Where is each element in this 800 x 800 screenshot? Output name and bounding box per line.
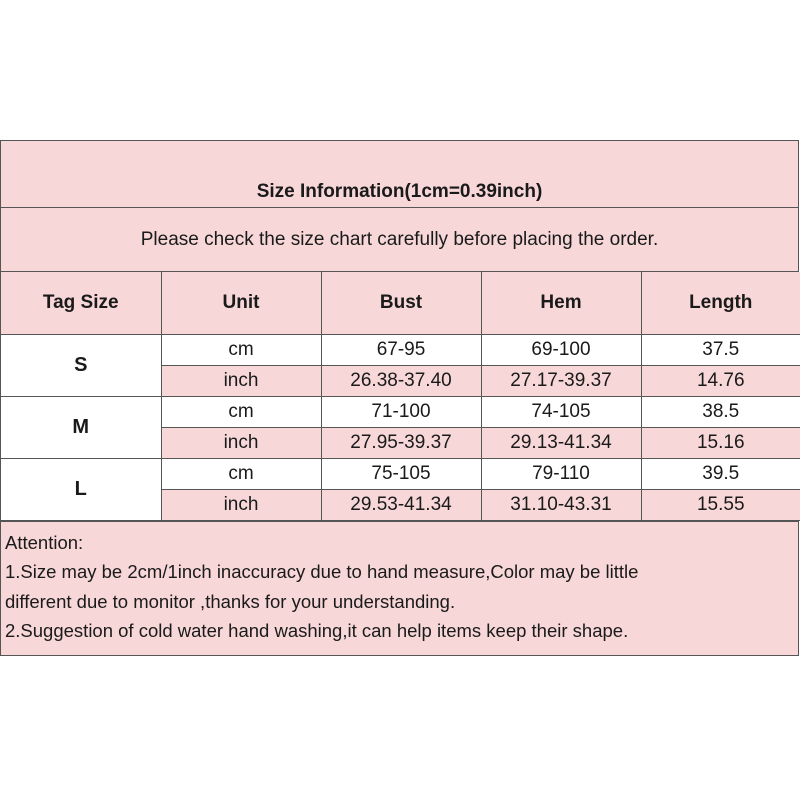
size-table	[1, 272, 800, 521]
table-row	[1, 459, 800, 490]
hem-cell: 31.10-43.31	[481, 490, 641, 521]
hem-cell: 79-110	[481, 459, 641, 490]
size-label: L	[1, 459, 161, 521]
unit-cell: inch	[161, 428, 321, 459]
unit-cell: cm	[161, 459, 321, 490]
attention-line: 2.Suggestion of cold water hand washing,it can help items keep their shape.	[5, 619, 629, 641]
unit-cell: inch	[161, 366, 321, 397]
hem-cell: 69-100	[481, 335, 641, 366]
bust-cell: 71-100	[321, 397, 481, 428]
length-cell: 39.5	[641, 459, 800, 490]
attention-line: 1.Size may be 2cm/1inch inaccuracy due to hand measure,Color may be little	[5, 561, 639, 583]
header-row	[1, 272, 800, 335]
hem-cell: 29.13-41.34	[481, 428, 641, 459]
header-unit: Unit	[161, 272, 321, 335]
bust-cell: 27.95-39.37	[321, 428, 481, 459]
table-row	[1, 397, 800, 428]
header-bust: Bust	[321, 272, 481, 335]
chart-title: Size Information(1cm=0.39inch)	[1, 141, 798, 208]
bust-cell: 26.38-37.40	[321, 366, 481, 397]
unit-cell: cm	[161, 397, 321, 428]
table-row	[1, 335, 800, 366]
size-label: M	[1, 397, 161, 459]
length-cell: 15.55	[641, 490, 800, 521]
length-cell: 15.16	[641, 428, 800, 459]
attention-notes	[1, 521, 798, 656]
unit-cell: cm	[161, 335, 321, 366]
size-label: S	[1, 335, 161, 397]
length-cell: 14.76	[641, 366, 800, 397]
header-tag-size: Tag Size	[1, 272, 161, 335]
hem-cell: 74-105	[481, 397, 641, 428]
attention-heading: Attention:	[5, 532, 84, 553]
header-hem: Hem	[481, 272, 641, 335]
length-cell: 37.5	[641, 335, 800, 366]
size-chart	[0, 140, 799, 656]
order-notice: Please check the size chart carefully before placing the order.	[1, 208, 798, 272]
bust-cell: 67-95	[321, 335, 481, 366]
hem-cell: 27.17-39.37	[481, 366, 641, 397]
unit-cell: inch	[161, 490, 321, 521]
length-cell: 38.5	[641, 397, 800, 428]
header-length: Length	[641, 272, 800, 335]
bust-cell: 29.53-41.34	[321, 490, 481, 521]
attention-line: different due to monitor ,thanks for your understanding.	[5, 590, 456, 612]
bust-cell: 75-105	[321, 459, 481, 490]
